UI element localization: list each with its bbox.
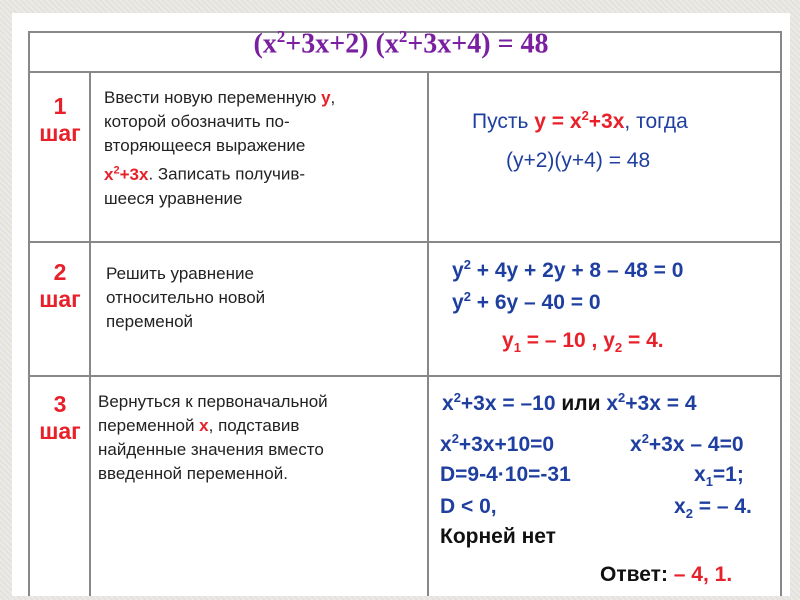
step-word: шаг: [39, 418, 81, 444]
roots-y: $у_1$ = – 10 , $у_2 = 4$.: [502, 329, 664, 356]
table-border-right: [780, 31, 782, 596]
root-x1: $х_1=1$;: [694, 463, 744, 490]
no-roots-note: Корней нет: [440, 525, 556, 548]
step-1-description: Ввести новую переменную у, которой обозначить по- вторяющееся выражение $х^2+3х$. Записать получив- шееся уравнение: [104, 88, 336, 208]
page-title: $(x^2+3x+2) (x^2+3x+4) = 48$: [253, 27, 549, 60]
step-3-description: Вернуться к первоначальной переменной х, подставив найденные значения вместо введенной переменной.: [98, 392, 328, 483]
step-label-2: [30, 259, 90, 313]
equation-case-2: $х^2+3х - 4=0$: [630, 431, 744, 456]
col-divider-1: [89, 71, 91, 596]
equation-case-1: $х^2+3х+10=0$: [440, 431, 555, 456]
row-divider-1: [28, 71, 782, 73]
slide: [12, 13, 790, 596]
col-divider-2: [427, 71, 429, 596]
back-substitution: $х^2+3х = -10$ или $х^2+3х = 4$: [442, 390, 697, 415]
discriminant: D=9-4·10=-31: [440, 463, 571, 486]
step-label-3: [30, 391, 90, 445]
new-equation: (у+2)(у+4) = 48: [506, 149, 651, 172]
root-x2: $х_2$ = – 4.: [674, 495, 752, 522]
row-divider-3: [28, 375, 782, 377]
step-number: 1: [53, 93, 67, 119]
discriminant-sign: D < 0,: [440, 495, 497, 518]
substitution-statement: Пусть $у = х^2+3х$, тогда: [472, 108, 688, 133]
step-number: 2: [53, 259, 67, 285]
step-word: шаг: [39, 120, 81, 146]
step-2-description: Решить уравнение относительно новой переменой: [106, 264, 266, 331]
row-divider-2: [28, 241, 782, 243]
equation-simplified: $у^2 + 6у - 40 = 0$: [452, 289, 601, 314]
step-label-1: [30, 93, 90, 147]
step-number: 3: [53, 391, 67, 417]
step-word: шаг: [39, 286, 81, 312]
equation-expanded: $у^2 + 4у + 2у + 8 - 48 = 0$: [452, 257, 684, 282]
answer: Ответ: – 4, 1.: [600, 563, 733, 586]
